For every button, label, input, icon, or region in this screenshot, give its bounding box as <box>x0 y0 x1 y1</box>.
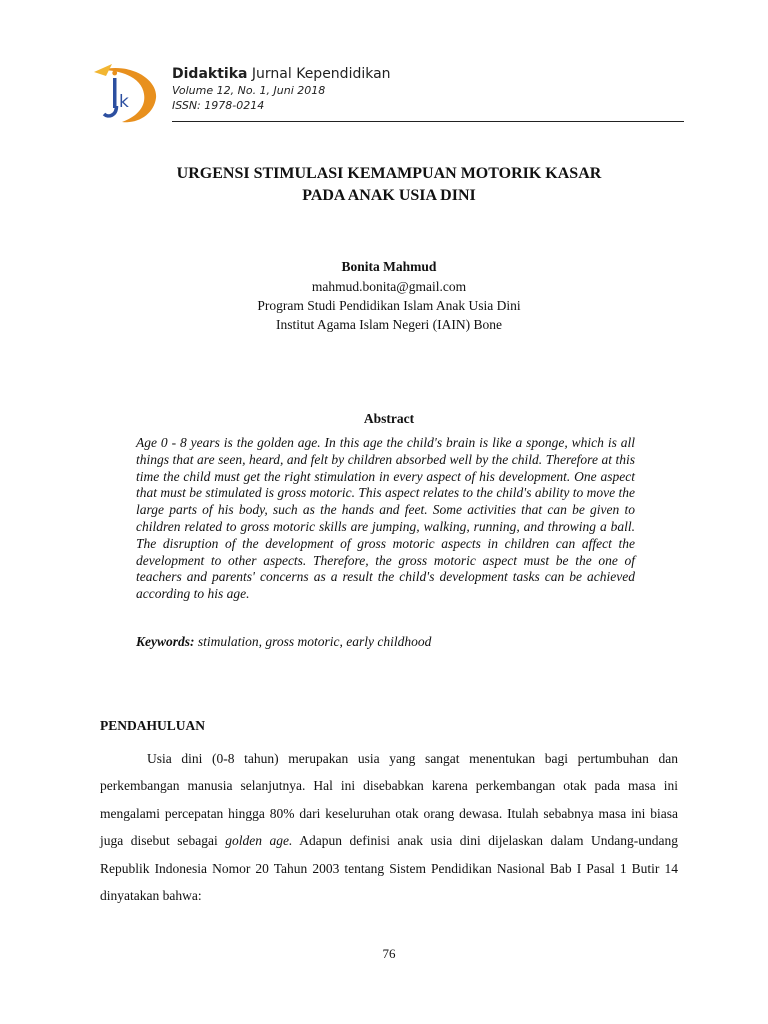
paragraph-italic-term: golden age. <box>225 833 293 849</box>
journal-issn: ISSN: 1978-0214 <box>172 99 265 112</box>
title-line-2: PADA ANAK USIA DINI <box>302 187 476 204</box>
paragraph-text-2: Adapun definisi anak usia dini dijelaskan dalam Undang-undang Republik Indonesia Nomor 20 Tahun 2003 tentang Sistem Pendidikan Nasional Bab I Pasal 1 Butir 14 dinyatakan bahwa: <box>100 833 678 904</box>
author-program: Program Studi Pendidikan Islam Anak Usia Dini <box>257 298 521 313</box>
journal-name <box>172 66 391 83</box>
journal-name-bold: Didaktika <box>172 66 248 82</box>
body-paragraph <box>100 745 678 909</box>
author-affiliation <box>100 277 678 334</box>
title-line-1: URGENSI STIMULASI KEMAMPUAN MOTORIK KASAR <box>176 165 602 182</box>
journal-name-rest: Jurnal Kependidikan <box>251 66 391 82</box>
section-heading-pendahuluan: PENDAHULUAN <box>100 718 206 733</box>
author-institution: Institut Agama Islam Negeri (IAIN) Bone <box>275 317 503 332</box>
journal-masthead <box>92 56 684 124</box>
abstract-text: Age 0 - 8 years is the golden age. In this age the child's brain is like a sponge, which is all things that are seen, heard, and felt by children absorbed well by the child. Therefore at this time the child must get the right stimulation in every aspect of his development. One aspect that must be stimulated is gross motoric. This aspect relates to the child's ability to move the large parts of his body, such as the hands and feet. Some activities that can be given to children related to gross motoric skills are jumping, walking, running, and throwing a ball. The disruption of the development of gross motoric aspects in children can affect the development to other aspects. Therefore, the gross motoric aspect must be the one of teachers and parents' concerns as a result the child's development tasks can be achieved according to his age. <box>136 435 635 602</box>
author-name: Bonita Mahmud <box>341 259 437 274</box>
author-email: mahmud.bonita@gmail.com <box>311 279 467 294</box>
keywords <box>136 633 635 650</box>
masthead-text <box>172 66 391 113</box>
logo-j-stem <box>113 78 117 108</box>
abstract-heading: Abstract <box>363 411 415 426</box>
keywords-text: stimulation, gross motoric, early childhood <box>197 634 432 649</box>
masthead-rule <box>172 121 684 122</box>
journal-volume: Volume 12, No. 1, Juni 2018 <box>172 84 326 97</box>
keywords-label: Keywords: <box>136 634 195 649</box>
page-number: 76 <box>382 946 396 961</box>
paper-title <box>100 163 678 207</box>
journal-logo <box>92 62 158 124</box>
logo-j-dot <box>112 71 117 76</box>
logo-k-letter: k <box>119 92 129 112</box>
paragraph-text-1: Usia dini (0-8 tahun) merupakan usia yang sangat menentukan bagi pertumbuhan dan perkembangan manusia selanjutnya. Hal ini disebabkan karena perkembangan otak pada masa ini mengalami percepatan hingga 80% dari keseluruhan otak orang dewasa. Itulah sebabnya masa ini biasa juga disebut sebagai <box>100 751 678 849</box>
